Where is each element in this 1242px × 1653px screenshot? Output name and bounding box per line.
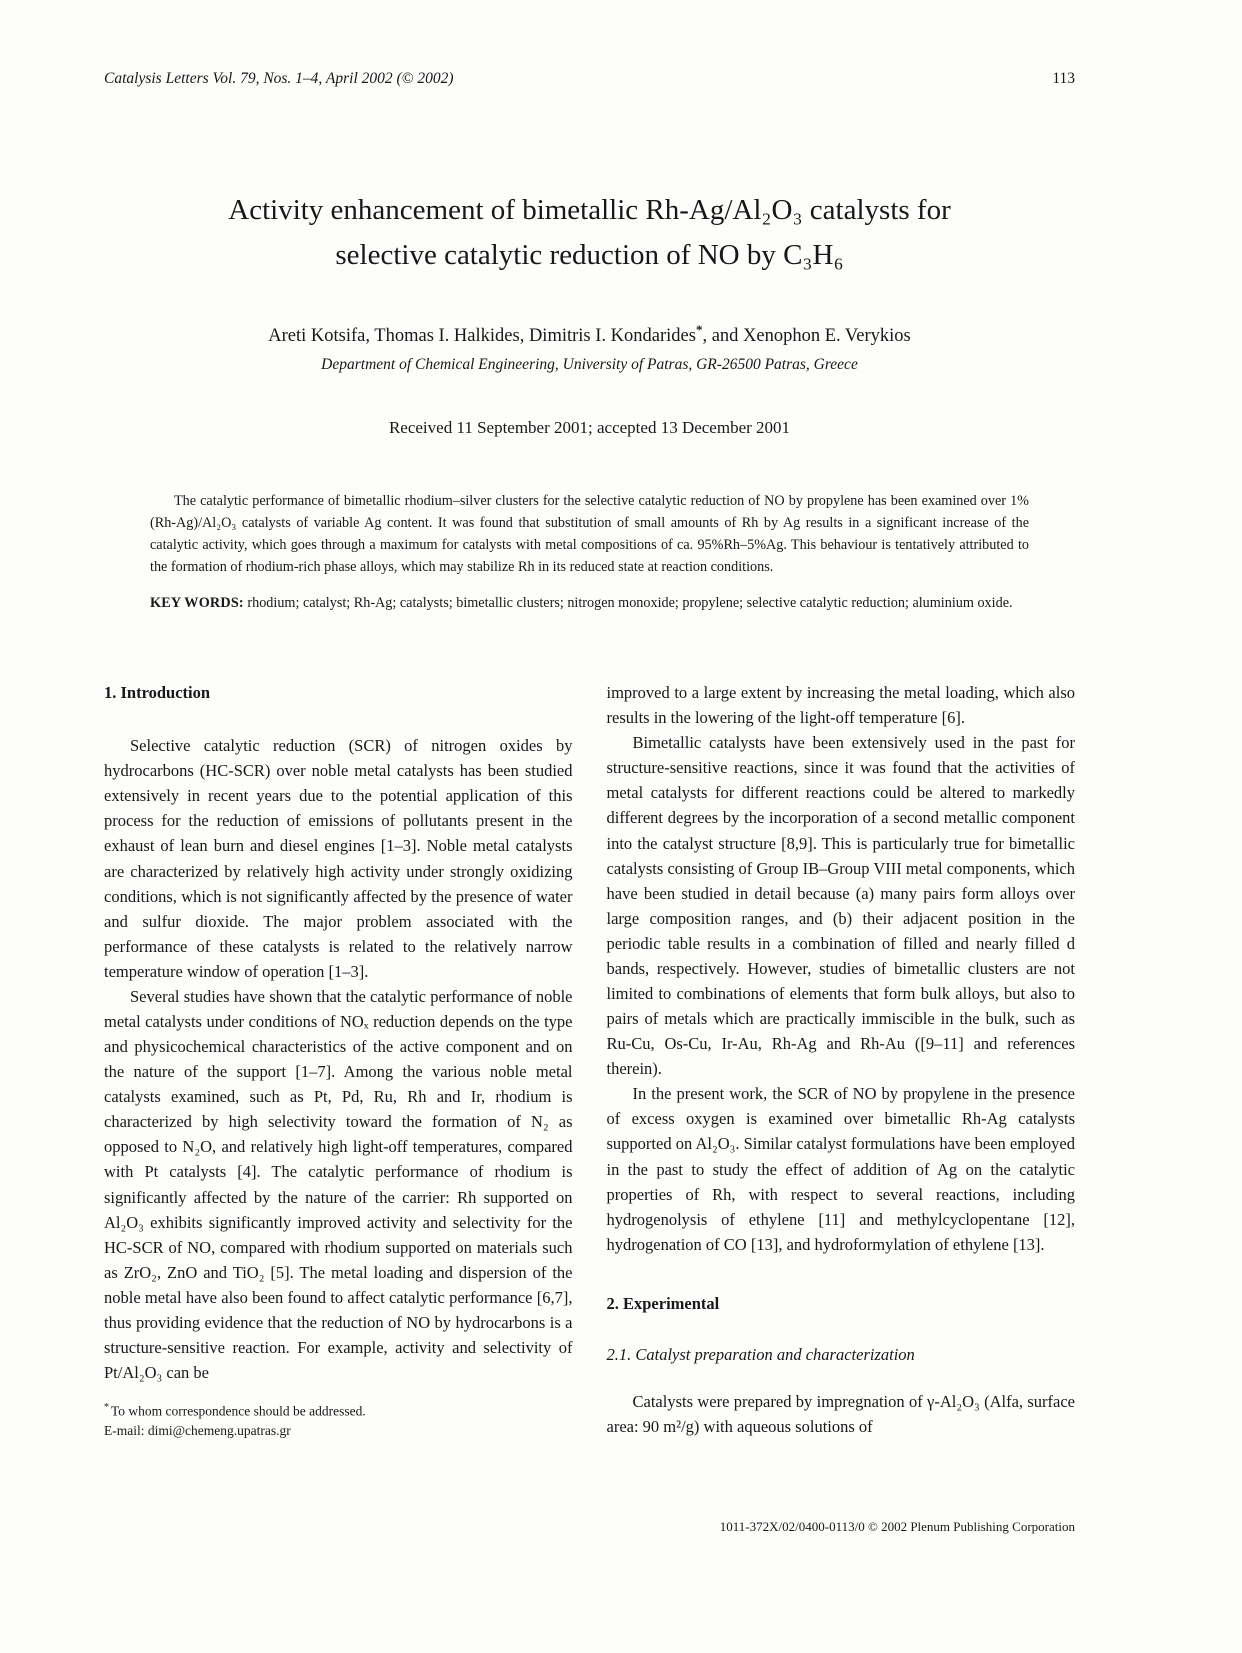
authors-text: Areti Kotsifa, Thomas I. Halkides, Dimitris I. Kondarides bbox=[268, 326, 696, 347]
page-header bbox=[104, 70, 1075, 88]
correspondence-asterisk: * bbox=[695, 321, 703, 337]
keywords-label: KEY WORDS: bbox=[150, 595, 244, 612]
copyright-footer: 1011-372X/02/0400-0113/0 © 2002 Plenum Publishing Corporation bbox=[719, 1519, 1075, 1534]
body-paragraph: Selective catalytic reduction (SCR) of nitrogen oxides by hydrocarbons (HC-SCR) over noble metal catalysts has been studied extensively in recent years due to the potential application of this process for the reduction of emissions of pollutants present in the exhaust of lean burn and diesel engines [1–3]. Noble metal catalysts are characterized by relatively high activity under strongly oxidizing conditions, which is not significantly affected by the presence of water and sulfur dioxide. The major problem associated with the performance of these catalysts is related to the relatively narrow temperature window of operation [1–3]. bbox=[104, 736, 573, 981]
body-paragraph: Catalysts were prepared by impregnation of γ-Al₂O₃ (Alfa, surface area: 90 m²/g) with aqueous solutions of bbox=[606, 1391, 1075, 1437]
section-heading-introduction: 1. Introduction bbox=[104, 683, 211, 703]
title-line-1: Activity enhancement of bimetallic Rh-Ag/Al₂O₃ catalysts for bbox=[228, 194, 951, 226]
footnote-line bbox=[104, 1401, 573, 1421]
section-heading-experimental: 2. Experimental bbox=[606, 1293, 720, 1313]
body-paragraph: Bimetallic catalysts have been extensively used in the past for structure-sensitive reactions, since it was found that the activities of metal catalysts for different reactions could be altered to markedly different degrees by the incorporation of a second metallic component into the catalyst structure [8,9]. This is particularly true for bimetallic catalysts consisting of Group IB–Group VIII metal components, which have been studied in detail because (a) many pairs form alloys over large composition ranges, and (b) their adjacent position in the periodic table results in a combination of filled and nearly filled d bands, respectively. However, studies of bimetallic clusters are not limited to combinations of elements that form bulk alloys, but also to pairs of metals which are practically immiscible in the bulk, such as Ru-Cu, Os-Cu, Ir-Au, Rh-Ag and Rh-Au ([9–11] and references therein). bbox=[606, 733, 1075, 1079]
left-column bbox=[104, 680, 573, 1441]
body-paragraph: Several studies have shown that the catalytic performance of noble metal catalysts under conditions of NOₓ reduction depends on the type and physicochemical characteristics of the active component and on the nature of the support [1–7]. Among the various noble metal catalysts examined, such as Pt, Pd, Ru, Rh and Ir, rhodium is characterized by high selectivity toward the formation of N₂ as opposed to N₂O, and relatively high light-off temperatures, compared with Pt catalysts [4]. The catalytic performance of rhodium is significantly affected by the nature of the carrier: Rh supported on Al₂O₃ exhibits significantly improved activity and selectivity for the HC-SCR of NO, compared with rhodium supported on materials such as ZrO₂, ZnO and TiO₂ [5]. The metal loading and dispersion of the noble metal have also been found to affect catalytic performance [6,7], thus providing evidence that the reduction of NO by hydrocarbons is a structure-sensitive reaction. For example, activity and selectivity of Pt/Al₂O₃ can be bbox=[104, 986, 573, 1383]
received-accepted-line: Received 11 September 2001; accepted 13 December 2001 bbox=[388, 418, 791, 438]
abstract-paragraph: The catalytic performance of bimetallic rhodium–silver clusters for the selective catalytic reduction of NO by propylene has been examined over 1%(Rh-Ag)/Al₂O₃ catalysts of variable Ag content. It was found that substitution of small amounts of Rh by Ag results in a significant increase of the catalytic activity, which goes through a maximum for catalysts with metal compositions of ca. 95%Rh–5%Ag. This behaviour is tentatively attributed to the formation of rhodium-rich phase alloys, which may stabilize Rh in its reduced state at reaction conditions. bbox=[150, 493, 1029, 576]
body-paragraph: improved to a large extent by increasing the metal loading, which also results in the lowering of the light-off temperature [6]. bbox=[606, 683, 1075, 728]
authors-text-cont: , and Xenophon E. Verykios bbox=[702, 326, 911, 347]
right-column bbox=[607, 680, 1076, 1441]
subsection-heading-catalyst-preparation: 2.1. Catalyst preparation and characterization bbox=[606, 1344, 915, 1364]
body-paragraph: In the present work, the SCR of NO by propylene in the presence of excess oxygen is examined over bimetallic Rh-Ag catalysts supported on Al₂O₃. Similar catalyst formulations have been employed in the past to study the effect of addition of Ag on the catalytic properties of Rh, with respect to several reactions, including hydrogenolysis of ethylene [11] and methylcyclopentane [12], hydrogenation of CO [13], and hydroformylation of ethylene [13]. bbox=[606, 1084, 1075, 1254]
title-line-2: selective catalytic reduction of NO by C₃H₆ bbox=[335, 238, 844, 271]
footnote-asterisk: * bbox=[104, 1402, 109, 1414]
article-title bbox=[104, 188, 1075, 278]
page-number: 113 bbox=[1052, 70, 1075, 87]
keywords-paragraph bbox=[150, 592, 1029, 614]
two-column-body bbox=[104, 680, 1075, 1441]
journal-line: Catalysis Letters Vol. 79, Nos. 1–4, April 2002 (© 2002) bbox=[104, 70, 454, 87]
authors-line bbox=[104, 322, 1075, 347]
footnote-text: To whom correspondence should be addressed. bbox=[111, 1403, 366, 1419]
keywords-text: rhodium; catalyst; Rh-Ag; catalysts; bimetallic clusters; nitrogen monoxide; propylene; selective catalytic reduction; aluminium oxide. bbox=[243, 595, 1013, 612]
affiliation-line: Department of Chemical Engineering, University of Patras, GR-26500 Patras, Greece bbox=[321, 356, 858, 374]
footnote-email: E-mail: dimi@chemeng.upatras.gr bbox=[104, 1423, 291, 1439]
correspondence-footnote bbox=[104, 1401, 573, 1441]
